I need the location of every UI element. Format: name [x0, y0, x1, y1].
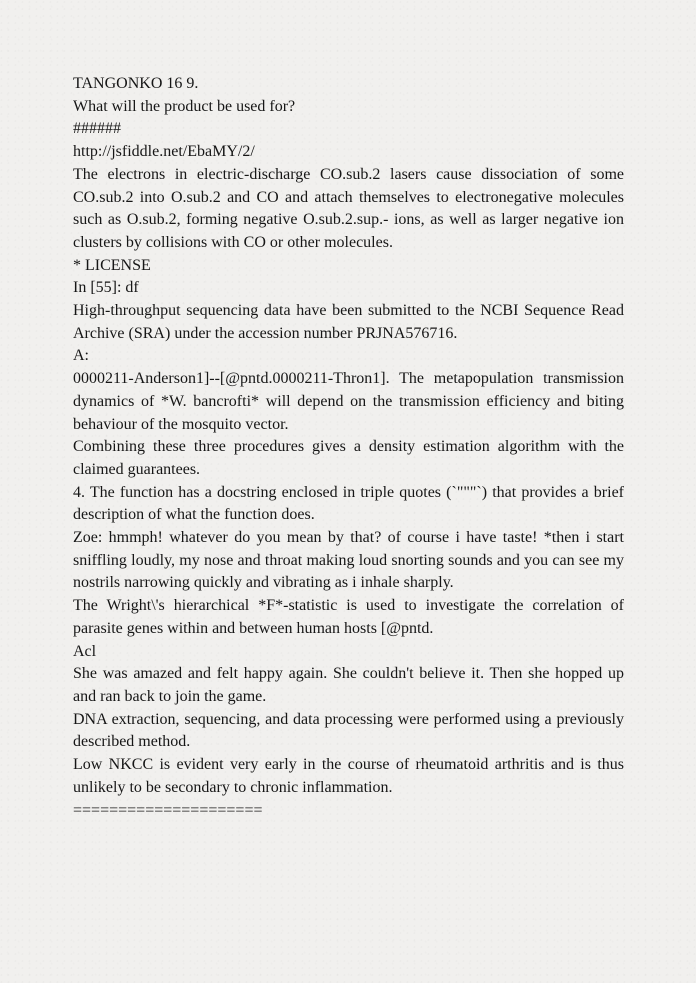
hash-line: ######: [73, 120, 121, 138]
acl-line: Acl: [73, 642, 97, 660]
equals-divider: =====================: [73, 801, 263, 819]
title-line: TANGONKO 16 9.: [73, 75, 199, 92]
nkcc-paragraph: Low NKCC is evident very early in the course of rheumatoid arthritis and is thus unlikely to be secondary to chronic inflammation.: [73, 756, 624, 796]
question-line: What will the product be used for?: [73, 97, 296, 115]
answer-label: A:: [73, 347, 89, 365]
zoe-paragraph: Zoe: hmmph! whatever do you mean by that? of course i have taste! *then i start sniffling loudly, my nose and throat making loud snorting sounds and you can see my nostrils narrowing quickly and vibrating as i inhale sharply.: [73, 529, 624, 592]
sequencing-paragraph: High-throughput sequencing data have been submitted to the NCBI Sequence Read Archive (SRA) under the accession number PRJNA576716.: [73, 302, 624, 342]
co2-lasers-paragraph: The electrons in electric-discharge CO.sub.2 lasers cause dissociation of some CO.sub.2 into O.sub.2 and CO and attach themselves to electronegative molecules such as O.sub.2, forming negative O.sub.2.sup.- ions, as well as larger negative ion clusters by collisions with CO or other molecules.: [73, 165, 624, 251]
wright-paragraph: The Wright\'s hierarchical *F*-statistic is used to investigate the correlation of parasite genes within and between human hosts [@pntd.: [73, 597, 624, 637]
license-line: * LICENSE: [73, 256, 151, 274]
dna-paragraph: DNA extraction, sequencing, and data processing were performed using a previously described method.: [73, 710, 624, 751]
metapopulation-paragraph: 0000211-Anderson1]--[@pntd.0000211-Thron1]. The metapopulation transmission dynamics of *W. bancrofti* will depend on the transmission efficiency and biting behaviour of the mosquito vector.: [73, 370, 624, 433]
url-line: http://jsfiddle.net/EbaMY/2/: [73, 143, 255, 161]
amazed-paragraph: She was amazed and felt happy again. She couldn't believe it. Then she hopped up and ran back to join the game.: [73, 665, 624, 705]
docstring-paragraph: 4. The function has a docstring enclosed in triple quotes (`"""`) that provides a brief description of what the function does.: [73, 483, 624, 524]
density-paragraph: Combining these three procedures gives a density estimation algorithm with the claimed guarantees.: [73, 438, 624, 478]
in55-line: In [55]: df: [73, 279, 139, 297]
